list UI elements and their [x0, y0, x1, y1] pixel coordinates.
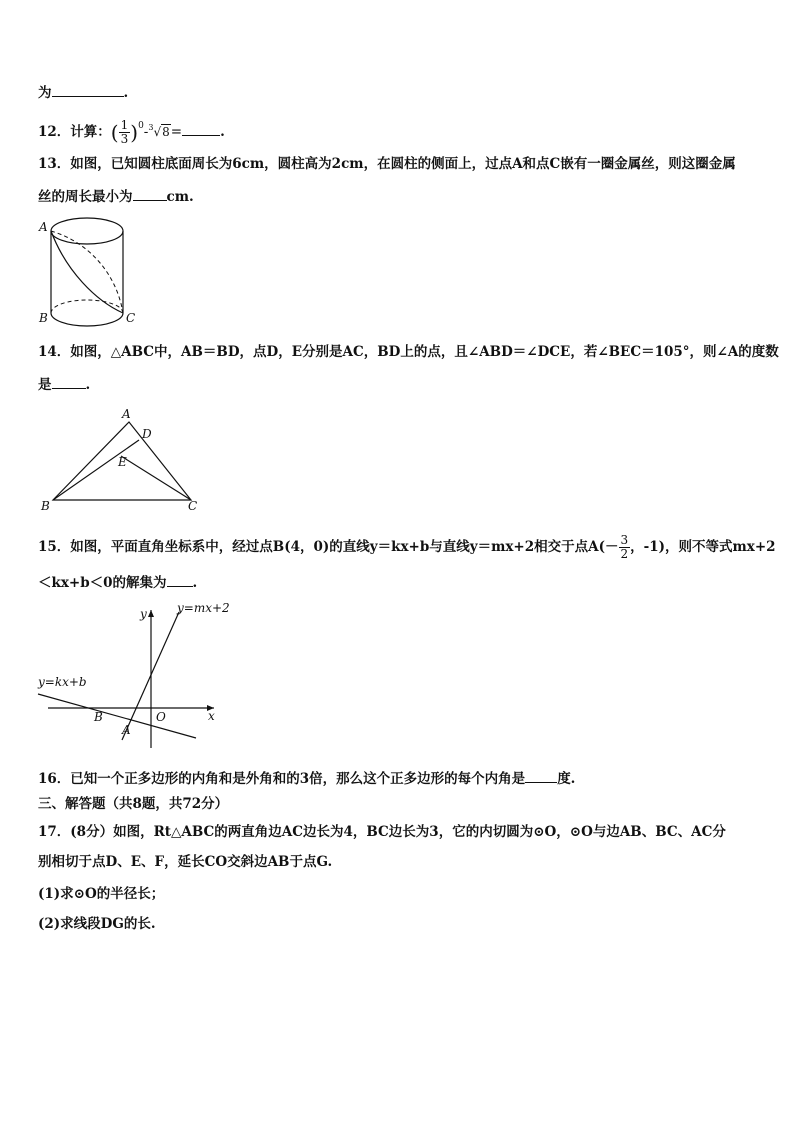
- label-c: C: [126, 311, 136, 325]
- answer-blank: [52, 374, 86, 389]
- label-a: A: [122, 407, 131, 421]
- label-a: A: [39, 220, 48, 234]
- q13-line2: 丝的周长最小为 cm.: [38, 186, 194, 207]
- q17-line2: 别相切于点D、E、F，延长CO交斜边AB于点G.: [38, 854, 333, 870]
- fraction-one-third: $\frac{1}{3}$: [120, 118, 129, 146]
- answer-blank: [52, 82, 124, 97]
- label-x: x: [208, 709, 215, 723]
- label-b: B: [94, 710, 103, 724]
- triangle-figure: [38, 404, 208, 514]
- cube-root: $^3$√8: [148, 123, 170, 139]
- q16-line: 16．已知一个正多边形的内角和是外角和的3倍，那么这个正多边形的每个内角是 度.: [38, 768, 575, 789]
- label-b: B: [41, 499, 50, 513]
- q12-line: 12．计算：( $\frac{1}{3}$ )$^0$-$^3$√8= .: [38, 118, 225, 146]
- label-d: D: [142, 427, 152, 441]
- fraction-three-halves: $\frac{3}{2}$: [620, 533, 629, 561]
- q13-line1: 13．如图，已知圆柱底面周长为6cm，圆柱高为2cm，在圆柱的侧面上，过点A和点C嵌有一圈金属丝，则这圈金属: [38, 156, 736, 172]
- answer-blank: [182, 121, 220, 136]
- q17-part1: (1)求⊙O的半径长；: [38, 886, 165, 902]
- label-a: A: [122, 723, 131, 737]
- q15-line1: 15．如图，平面直角坐标系中，经过点B(4，0)的直线y＝kx+b与直线y＝mx+2相交于点A(－ $\frac{3}{2}$ ，-1)，则不等式mx+2: [38, 533, 776, 561]
- q17-part2: (2)求线段DG的长.: [38, 916, 156, 932]
- q17-line1: 17．(8分）如图，Rt△ABC的两直角边AC边长为4，BC边长为3，它的内切圆为⊙O，⊙O与边AB、BC、AC分: [38, 824, 726, 840]
- answer-blank: [133, 186, 167, 201]
- section-heading: 三、解答题（共8题，共72分）: [38, 796, 229, 812]
- answer-blank: [167, 572, 193, 587]
- q14-line1: 14．如图，△ABC中，AB＝BD，点D，E分别是AC，BD上的点，且∠ABD＝∠DCE，若∠BEC＝105°，则∠A的度数: [38, 344, 779, 360]
- q11-tail: 为 .: [38, 82, 128, 103]
- label-b: B: [39, 311, 48, 325]
- cylinder-figure: [36, 216, 146, 331]
- q15-line2: ＜kx+b＜0的解集为 .: [38, 572, 197, 593]
- q14-line2: 是 .: [38, 374, 90, 395]
- label-o: O: [156, 710, 166, 724]
- answer-blank: [525, 768, 557, 783]
- coordinate-figure: [36, 600, 236, 750]
- label-line-k: y=kx+b: [38, 675, 87, 689]
- label-line-m: y=mx+2: [177, 601, 230, 615]
- label-e: E: [118, 455, 127, 469]
- label-c: C: [188, 499, 198, 513]
- label-y: y: [140, 607, 147, 621]
